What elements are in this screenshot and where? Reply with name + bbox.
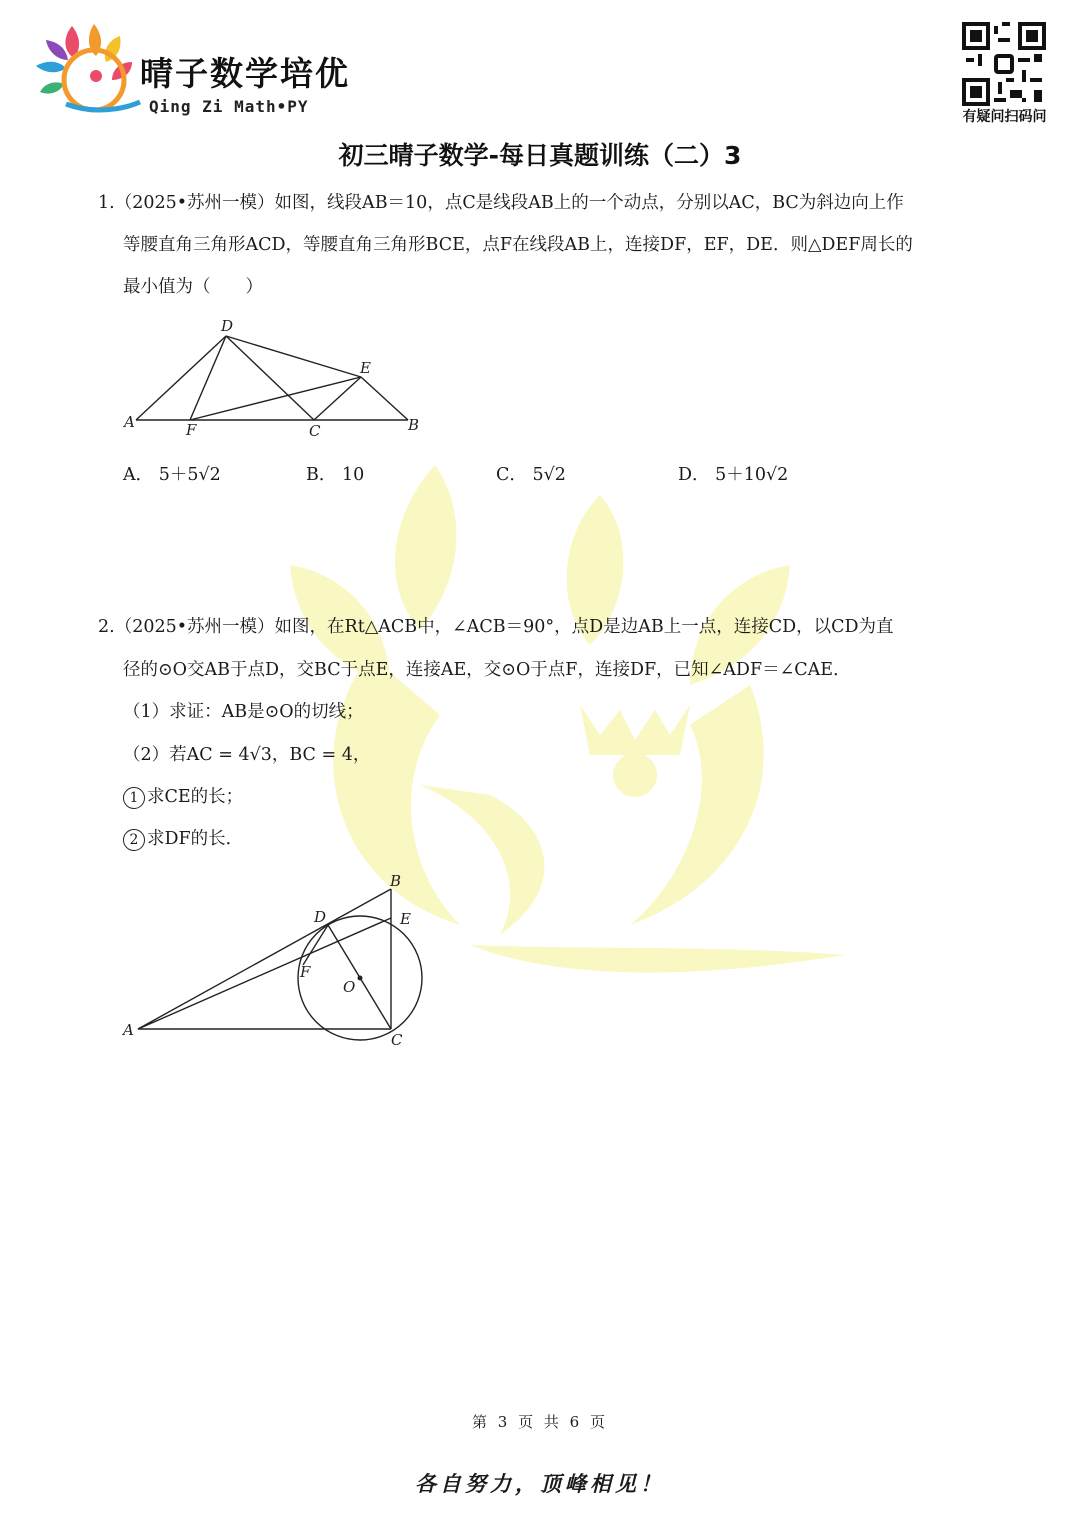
q2-line-1: 2.（2025•苏州一模）如图，在Rt△ACB中，∠ACB＝90°，点D是边AB上一点，连接CD，以CD为直	[98, 617, 894, 637]
q1-label-f: F	[186, 421, 197, 439]
segment-df	[190, 336, 226, 420]
q2-label-d: D	[314, 908, 327, 926]
q1-line-3: 最小值为（ ）	[123, 277, 263, 297]
q1-option-c	[496, 461, 566, 486]
q2-label-c: C	[391, 1031, 403, 1049]
option-text: 5√2	[532, 465, 566, 485]
q2-sub-2	[123, 827, 243, 851]
q1-figure	[118, 314, 428, 440]
footer-slogan: 各自努力，顶峰相见！	[415, 1471, 665, 1496]
circled-number-1: 1	[123, 787, 145, 809]
option-text: 10	[341, 465, 365, 485]
option-label: D．	[678, 465, 710, 485]
segment-ae	[138, 918, 391, 1029]
segment-ad	[136, 336, 226, 420]
brand-logo-icon	[32, 18, 142, 128]
brand-name-cn: 晴子数学培优	[140, 54, 350, 93]
q1-line-2: 等腰直角三角形ACD，等腰直角三角形BCE，点F在线段AB上，连接DF，EF，DE．则△DEF周长的	[123, 235, 913, 255]
q2-part-2: （2）若AC = 4√3，BC = 4，	[123, 745, 371, 765]
circled-number-2: 2	[123, 829, 145, 851]
page-title: 初三晴子数学-每日真题训练（二）3	[338, 141, 742, 170]
q1-label-e: E	[360, 359, 371, 377]
q2-part-1: （1）求证：AB是⊙O的切线；	[123, 702, 364, 722]
option-text: 5＋10√2	[715, 465, 789, 485]
option-label: C．	[496, 465, 527, 485]
option-label: B．	[306, 465, 337, 485]
q1-option-b	[306, 461, 364, 486]
q2-label-f: F	[300, 963, 311, 981]
q2-figure	[118, 868, 438, 1053]
q2-label-a: A	[123, 1021, 134, 1039]
q1-option-a	[123, 461, 221, 486]
center-o	[358, 976, 363, 981]
q1-label-b: B	[408, 416, 420, 434]
q2-sub-1-text: 求CE的长；	[147, 787, 244, 807]
qr-caption: 有疑问扫码问	[962, 109, 1047, 125]
q1-line-1: 1.（2025•苏州一模）如图，线段AB＝10，点C是线段AB上的一个动点，分别以AC，BC为斜边向上作	[98, 193, 904, 213]
brand-name-en: Qing Zi Math•PY	[149, 97, 309, 116]
q1-label-c: C	[309, 422, 321, 440]
segment-de	[226, 336, 361, 377]
option-text: 5＋5√2	[158, 465, 221, 485]
q1-label-d: D	[221, 317, 234, 335]
page-number: 第 3 页 共 6 页	[472, 1413, 608, 1431]
q2-label-o: O	[343, 978, 356, 996]
q2-sub-2-text: 求DF的长．	[147, 829, 244, 849]
q1-option-d	[678, 461, 788, 486]
qr-code-icon	[962, 22, 1046, 106]
q1-label-a: A	[124, 413, 135, 431]
segment-eb	[361, 377, 408, 420]
q2-label-e: E	[400, 910, 411, 928]
segment-ab	[138, 889, 391, 1029]
option-label: A．	[123, 465, 154, 485]
q2-label-b: B	[390, 872, 402, 890]
q2-line-2: 径的⊙O交AB于点D，交BC于点E，连接AE，交⊙O于点F，连接DF，已知∠ADF＝∠CAE．	[123, 660, 851, 680]
q2-sub-1	[123, 785, 243, 809]
